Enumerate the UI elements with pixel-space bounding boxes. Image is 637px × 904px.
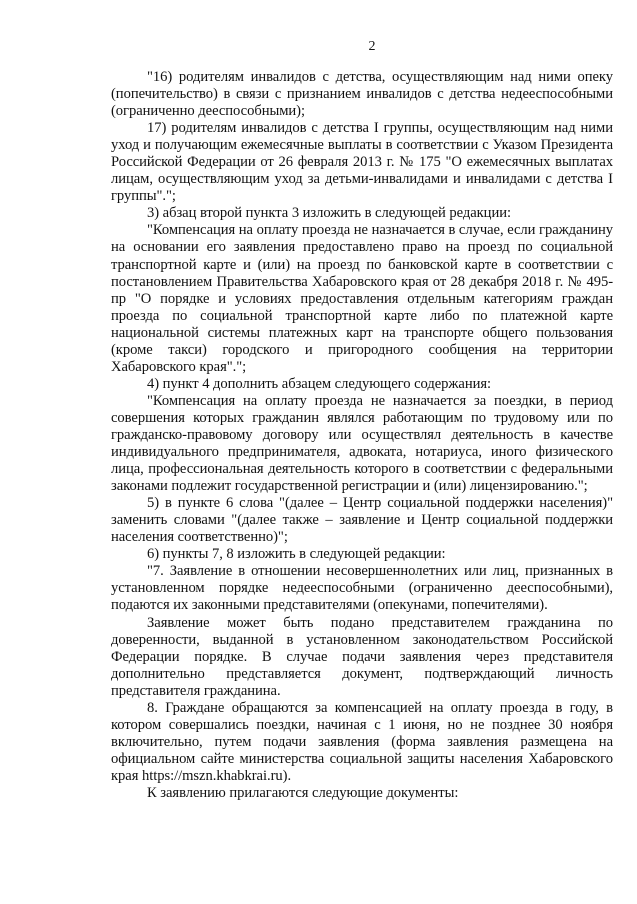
paragraph-item-17: 17) родителям инвалидов с детства I группы, осуществляющим над ними уход и получающим ежемесячные выплаты в соответствии с Указом Президента Российской Федерации от 26 февраля 2013 г. № 175 "О ежемесячных выплатах лицам, осуществляющим уход за детьми-инвалидами и инвалидами с детства I группы"."; bbox=[111, 120, 613, 205]
paragraph-compensation-card: "Компенсация на оплату проезда не назначается в случае, если гражданину на основании его заявления предоставлено право на проезд по социальной транспортной карте и (или) на проезд по банковской карте в соответствии с постановлением Правительства Хабаровского края от 28 декабря 2018 г. № 495-пр "О порядке и условиях предоставления отдельным категориям граждан проезда по социальной транспортной карте либо по платежной карте национальной системы платежных карт на транспорте общего пользования (кроме такси) городского и пригородного сообщения на территории Хабаровского края"."; bbox=[111, 222, 613, 375]
paragraph-representative: Заявление может быть подано представителем гражданина по доверенности, выданной в установленном законодательством Российской Федерации порядке. В случае подачи заявления через представителя дополнительно представляется документ, подтверждающий личность представителя гражданина. bbox=[111, 614, 613, 699]
paragraph-amend-3: 3) абзац второй пункта 3 изложить в следующей редакции: bbox=[147, 205, 511, 222]
page-number: 2 bbox=[368, 39, 376, 54]
paragraph-point-8: 8. Граждане обращаются за компенсацией на оплату проезда в году, в котором совершались поездки, начиная с 1 июня, но не позднее 30 ноября включительно, путем подачи заявления (форма заявления размещена на официальном сайте министерства социальной защиты населения Хабаровского края https://mszn.khabkrai.ru). bbox=[111, 699, 613, 784]
paragraph-item-16: "16) родителям инвалидов с детства, осуществляющим над ними опеку (попечительство) в связи с признанием инвалидов с детства недееспособными (ограниченно дееспособными); bbox=[111, 69, 613, 120]
paragraph-amend-5: 5) в пункте 6 слова "(далее – Центр социальной поддержки населения)" заменить словами "(далее также – заявление и Центр социальной поддержки населения соответственно)"; bbox=[111, 495, 613, 546]
paragraph-documents-intro: К заявлению прилагаются следующие документы: bbox=[147, 784, 459, 801]
paragraph-amend-4: 4) пункт 4 дополнить абзацем следующего содержания: bbox=[147, 375, 492, 392]
paragraph-amend-6: 6) пункты 7, 8 изложить в следующей редакции: bbox=[147, 546, 446, 563]
paragraph-compensation-working: "Компенсация на оплату проезда не назначается за поездки, в период совершения которых гражданин являлся работающим по трудовому или по гражданско-правовому договору или осуществлял деятельность в качестве индивидуального предпринимателя, адвоката, нотариуса, иного физического лица, профессиональная деятельность которого в соответствии с федеральными законами подлежит государственной регистрации и (или) лицензированию."; bbox=[111, 392, 613, 495]
paragraph-point-7: "7. Заявление в отношении несовершеннолетних или лиц, признанных в установленном порядке недееспособными (ограниченно дееспособными), подаются их законными представителями (опекунами, попечителями). bbox=[111, 563, 613, 614]
